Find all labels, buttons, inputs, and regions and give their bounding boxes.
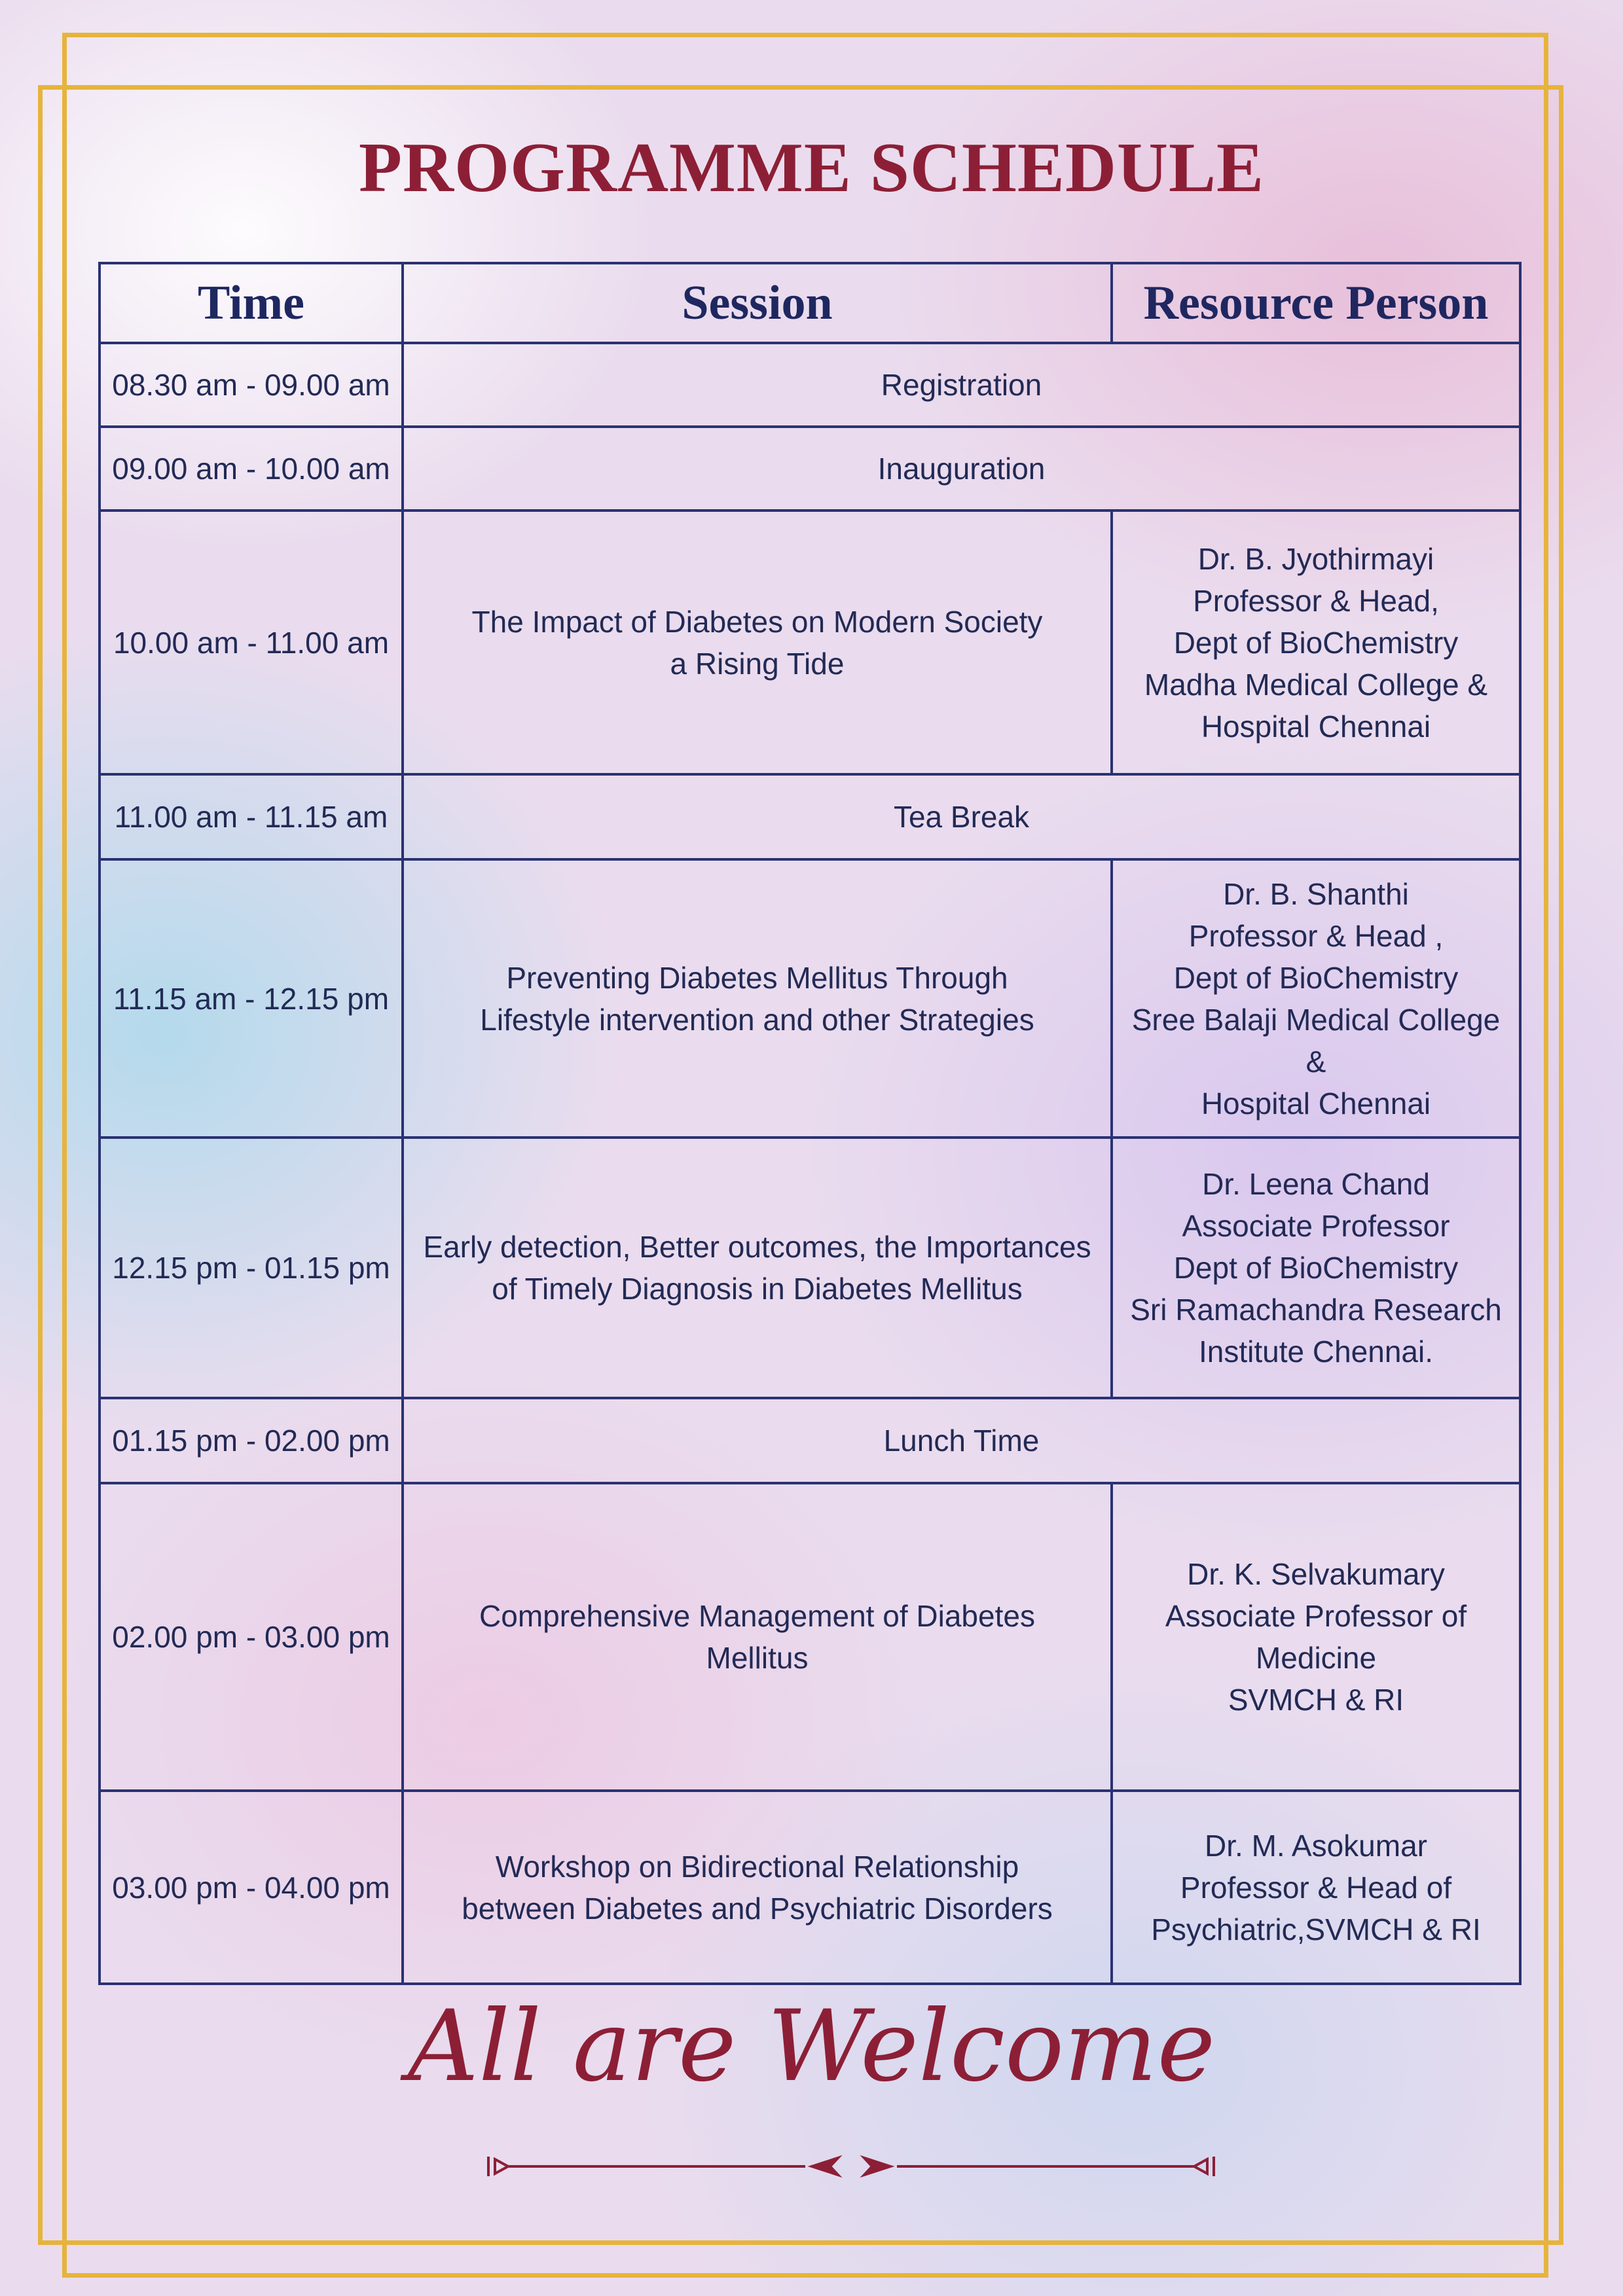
session-line: Mellitus [706,1641,809,1675]
table-row [100,859,1520,1138]
session-cell [403,1483,1112,1791]
resource-person-line: Associate Professor of [1165,1599,1467,1633]
time-cell: 03.00 pm - 04.00 pm [100,1791,403,1984]
schedule-table [98,262,1522,1985]
table-row [100,511,1520,774]
session-line: a Rising Tide [670,646,845,681]
session-cell [403,859,1112,1138]
resource-person-line: Dr. Leena Chand [1202,1167,1430,1201]
table-header-row [100,263,1520,343]
resource-person-line: Hospital Chennai [1201,709,1431,744]
table-row [100,1398,1520,1483]
resource-person-line: Sree Balaji Medical College & [1131,1002,1501,1079]
resource-person-cell [1112,511,1520,774]
resource-person-cell [1112,1138,1520,1398]
resource-person-line: Professor & Head of [1180,1870,1452,1905]
resource-person-line: Madha Medical College & [1144,667,1488,702]
time-cell: 12.15 pm - 01.15 pm [100,1138,403,1398]
table-row [100,343,1520,427]
table-row [100,1138,1520,1398]
welcome-text: All are Welcome [407,1990,1216,2104]
session-line: The Impact of Diabetes on Modern Society [471,604,1043,639]
ornament-divider-icon [484,2150,1218,2183]
header-resource-person: Resource Person [1112,263,1520,343]
time-cell: 02.00 pm - 03.00 pm [100,1483,403,1791]
table-row [100,427,1520,511]
table-row [100,1791,1520,1984]
resource-person-line: Professor & Head, [1193,583,1439,618]
session-line: Comprehensive Management of Diabetes [479,1599,1035,1633]
session-line: of Timely Diagnosis in Diabetes Mellitus [492,1272,1023,1306]
time-cell: 10.00 am - 11.00 am [100,511,403,774]
session-cell: Inauguration [403,427,1520,511]
table-row [100,1483,1520,1791]
session-cell [403,511,1112,774]
resource-person-line: Dr. B. Shanthi [1223,876,1409,911]
session-line: between Diabetes and Psychiatric Disorders [462,1891,1053,1926]
resource-person-line: Medicine [1255,1641,1377,1675]
resource-person-line: Hospital Chennai [1201,1086,1431,1121]
resource-person-cell [1112,859,1520,1138]
resource-person-line: Dept of BioChemistry [1173,1251,1459,1285]
resource-person-line: Dept of BioChemistry [1173,625,1459,660]
session-line: Lifestyle intervention and other Strategies [480,1002,1034,1037]
schedule-body [100,343,1520,1984]
time-cell: 11.15 am - 12.15 pm [100,859,403,1138]
resource-person-line: Professor & Head , [1188,918,1444,953]
session-line: Preventing Diabetes Mellitus Through [506,960,1008,995]
session-cell: Lunch Time [403,1398,1520,1483]
resource-person-cell [1112,1791,1520,1984]
header-session: Session [403,263,1112,343]
session-cell [403,1138,1112,1398]
table-row [100,774,1520,859]
resource-person-cell [1112,1483,1520,1791]
resource-person-line: Dr. K. Selvakumary [1187,1557,1445,1591]
session-cell: Registration [403,343,1520,427]
session-cell: Tea Break [403,774,1520,859]
time-cell: 11.00 am - 11.15 am [100,774,403,859]
resource-person-line: Associate Professor [1182,1209,1450,1243]
session-line: Early detection, Better outcomes, the Importances [423,1230,1091,1264]
time-cell: 09.00 am - 10.00 am [100,427,403,511]
resource-person-line: Dept of BioChemistry [1173,960,1459,995]
resource-person-line: Sri Ramachandra Research [1130,1293,1502,1327]
resource-person-line: SVMCH & RI [1228,1683,1404,1717]
session-cell [403,1791,1112,1984]
time-cell: 01.15 pm - 02.00 pm [100,1398,403,1483]
resource-person-line: Institute Chennai. [1198,1335,1433,1369]
time-cell: 08.30 am - 09.00 am [100,343,403,427]
session-line: Workshop on Bidirectional Relationship [495,1849,1019,1884]
header-time: Time [100,263,403,343]
page-title: PROGRAMME SCHEDULE [358,129,1265,207]
resource-person-line: Dr. B. Jyothirmayi [1197,541,1434,576]
resource-person-line: Dr. M. Asokumar [1205,1828,1427,1863]
resource-person-line: Psychiatric,SVMCH & RI [1151,1912,1481,1946]
